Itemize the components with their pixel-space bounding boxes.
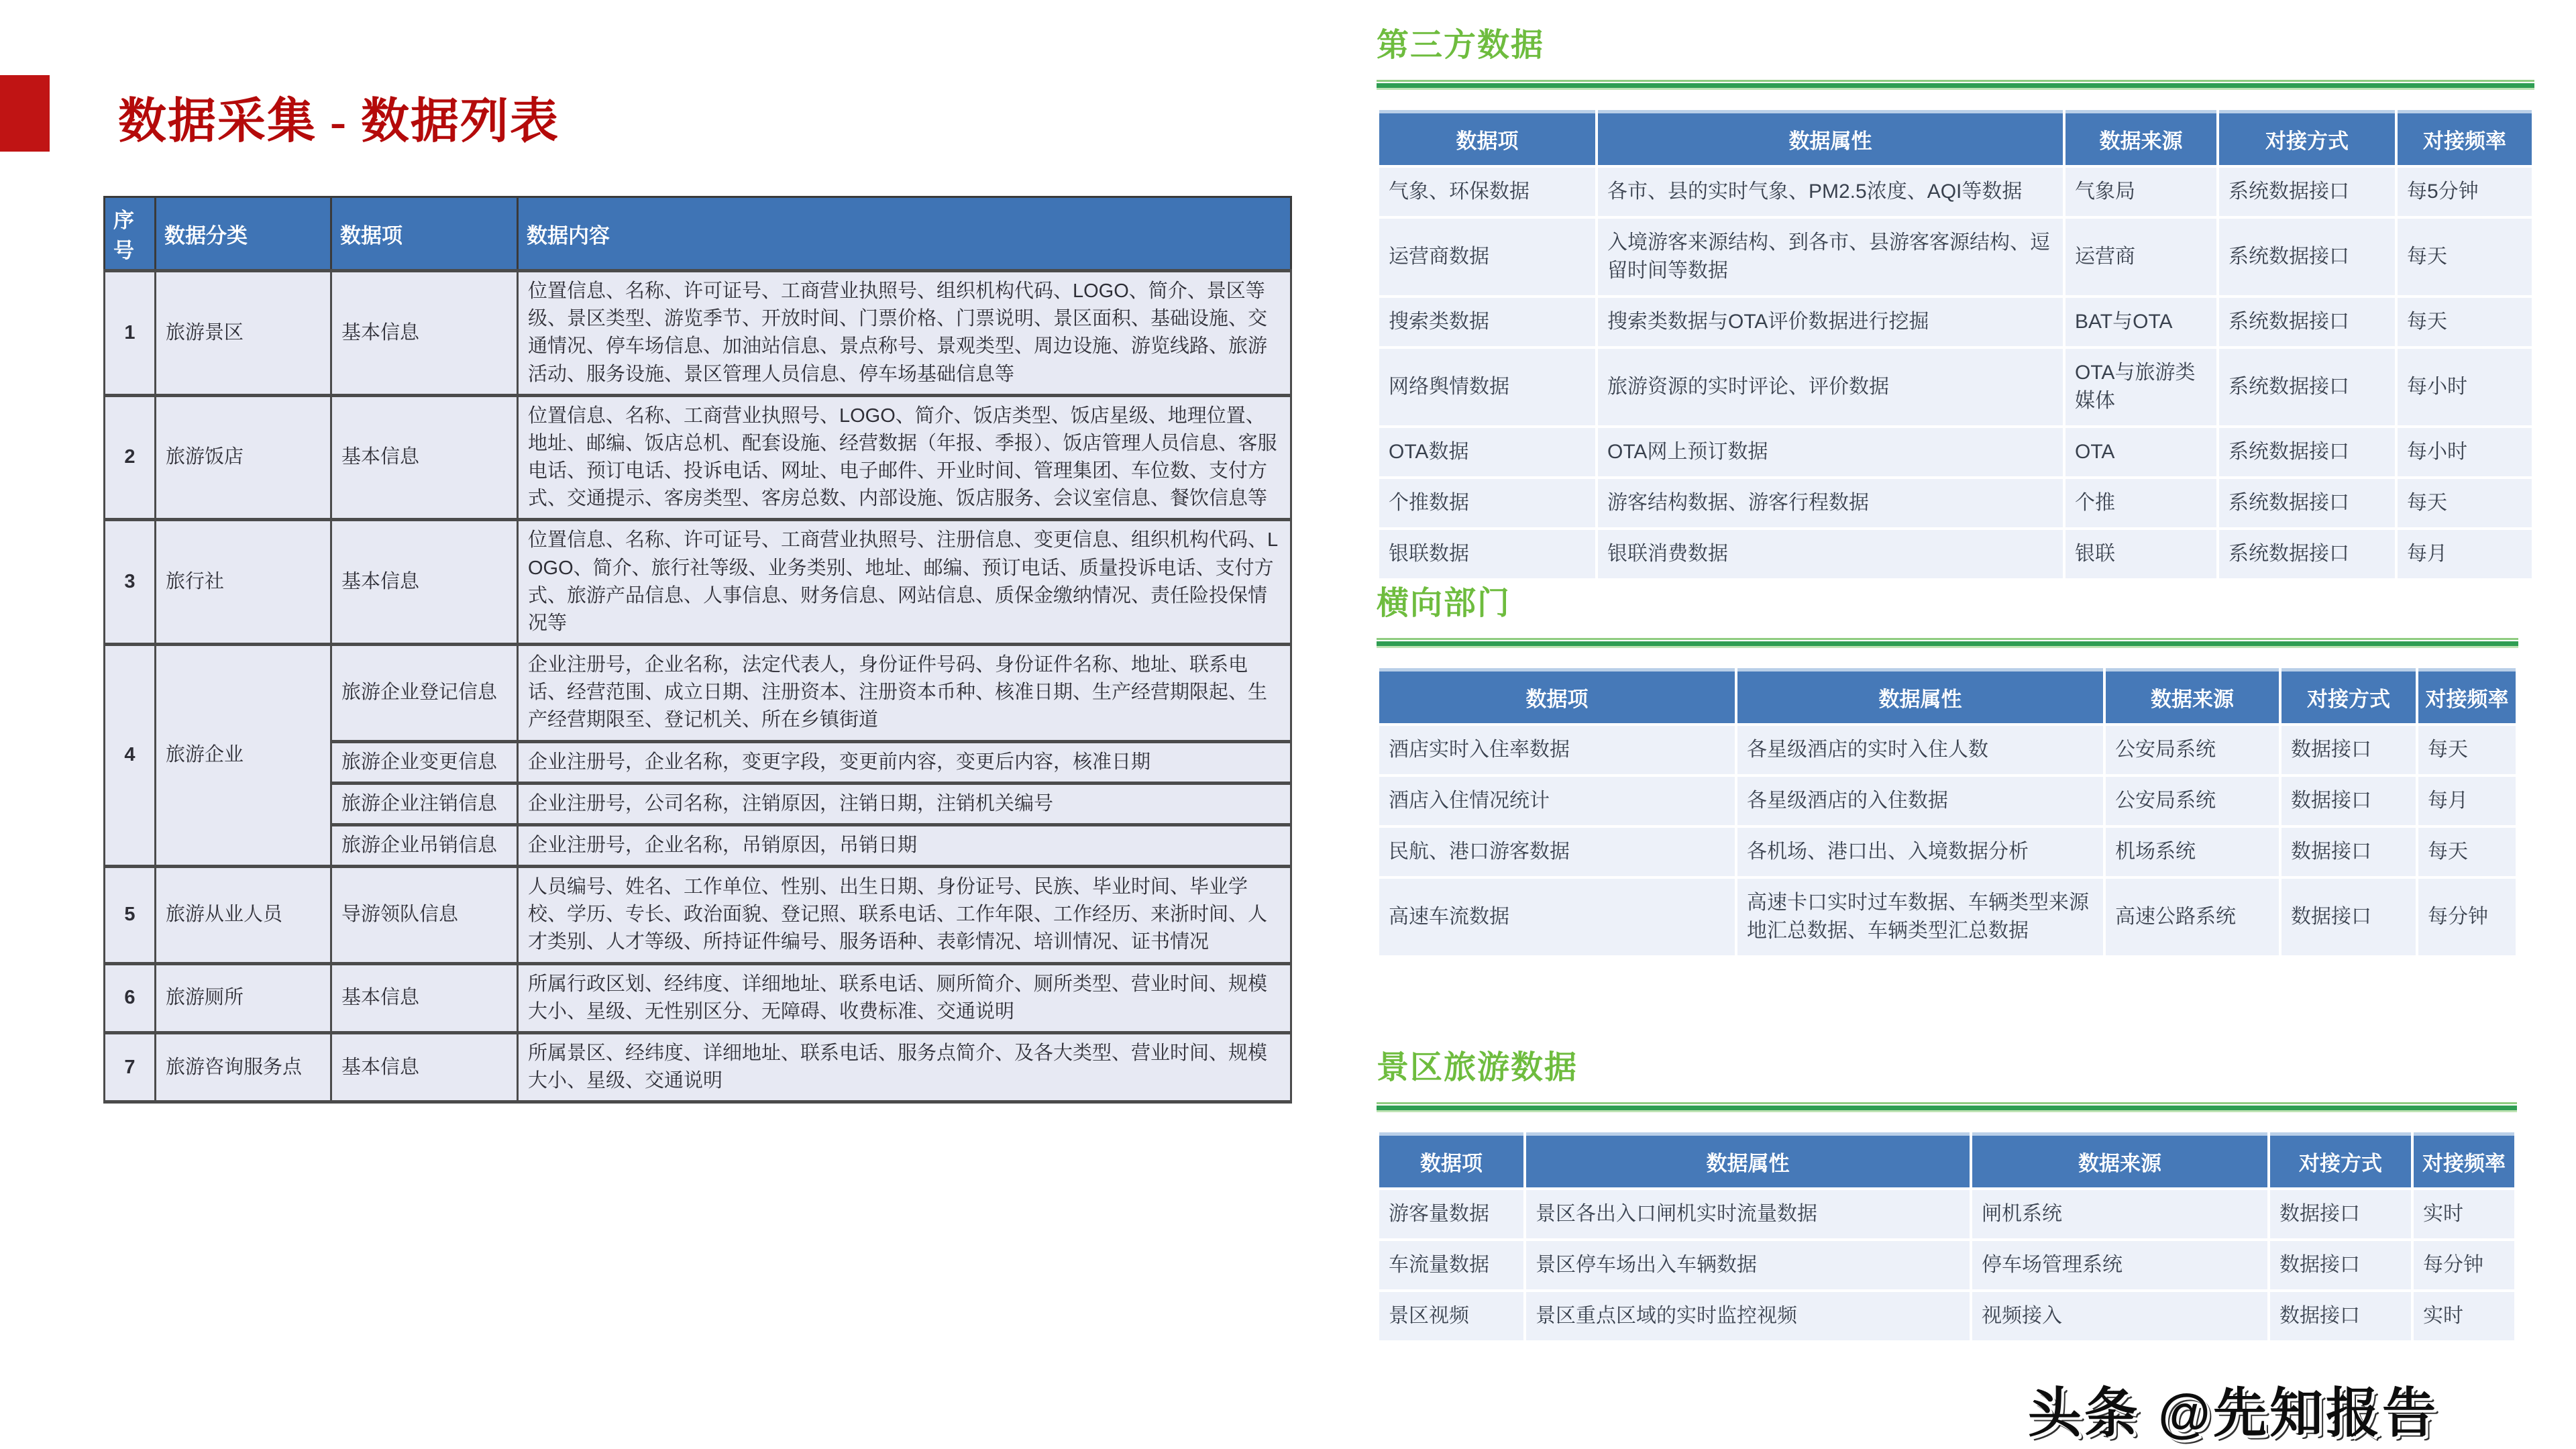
table-cell: 数据接口 (2270, 1190, 2411, 1238)
section-scenic-area-data (1377, 1041, 2517, 1343)
table-cell: 实时 (2414, 1190, 2514, 1238)
section-title: 第三方数据 (1377, 28, 1545, 63)
row-item: 旅游企业吊销信息 (331, 824, 518, 866)
row-category: 旅游厕所 (156, 963, 331, 1032)
table-cell: 系统数据接口 (2219, 219, 2395, 295)
table-cell: 酒店实时入住率数据 (1379, 726, 1735, 774)
red-accent-square (0, 75, 50, 152)
table-header-row (105, 197, 1291, 271)
table-cell: 高速车流数据 (1379, 879, 1735, 955)
table-cell: 各机场、港口出、入境数据分析 (1737, 828, 2103, 876)
table-row (1379, 1292, 2514, 1340)
row-no: 5 (105, 867, 156, 964)
col-header-item: 数据项 (331, 197, 518, 271)
table-cell: 游客量数据 (1379, 1190, 1523, 1238)
data-list-table (103, 196, 1292, 1104)
row-content: 所属景区、经纬度、详细地址、联系电话、服务点简介、及各大类型、营业时间、规模大小、星级、交通说明 (518, 1032, 1291, 1102)
col-header-method: 对接方式 (2219, 110, 2395, 165)
table-cell: OTA (2065, 428, 2216, 476)
table-cell: 系统数据接口 (2219, 168, 2395, 216)
row-item: 旅游企业登记信息 (331, 645, 518, 742)
table-cell: 闸机系统 (1972, 1190, 2267, 1238)
row-content: 位置信息、名称、许可证号、工商营业执照号、组织机构代码、LOGO、简介、景区等级、景区类型、游览季节、开放时间、门票价格、门票说明、景区面积、基础设施、交通情况、停车场信息、加油站信息、景点称号、景观类型、周边设施、游览线路、旅游活动、服务设施、景区管理人员信息、停车场基础信息等 (518, 271, 1291, 396)
row-category: 旅游从业人员 (156, 867, 331, 964)
col-header-frequency: 对接频率 (2414, 1132, 2514, 1187)
col-header-attribute: 数据属性 (1737, 668, 2103, 723)
table-cell: 每小时 (2398, 428, 2532, 476)
col-header-frequency: 对接频率 (2398, 110, 2532, 165)
table-cell: 公安局系统 (2106, 726, 2279, 774)
table-cell: 每天 (2398, 479, 2532, 527)
row-content: 位置信息、名称、许可证号、工商营业执照号、注册信息、变更信息、组织机构代码、LOGO、简介、旅行社等级、业务类别、地址、邮编、预订电话、质量投诉电话、支付方式、旅游产品信息、人事信息、财务信息、网站信息、质保金缴纳情况、责任险投保情况等 (518, 520, 1291, 645)
col-header-category: 数据分类 (156, 197, 331, 271)
table-cell: 个推 (2065, 479, 2216, 527)
table-row (105, 1032, 1291, 1102)
table-cell: 系统数据接口 (2219, 479, 2395, 527)
table-row (1379, 1241, 2514, 1289)
table-cell: BAT与OTA (2065, 298, 2216, 346)
table-row (1379, 777, 2516, 825)
table-row (1379, 428, 2532, 476)
table-row (1379, 726, 2516, 774)
table-cell: 每月 (2398, 530, 2532, 578)
table-cell: 网络舆情数据 (1379, 349, 1595, 425)
table-cell: 系统数据接口 (2219, 298, 2395, 346)
section-horizontal-departments (1377, 577, 2518, 958)
col-header-source: 数据来源 (2106, 668, 2279, 723)
table-cell: 个推数据 (1379, 479, 1595, 527)
table-cell: 数据接口 (2282, 777, 2416, 825)
table-row (105, 867, 1291, 964)
table-cell: 视频接入 (1972, 1292, 2267, 1340)
table-cell: 每5分钟 (2398, 168, 2532, 216)
table-row (1379, 168, 2532, 216)
row-item: 旅游企业注销信息 (331, 783, 518, 824)
table-cell: 入境游客来源结构、到各市、县游客客源结构、逗留时间等数据 (1598, 219, 2063, 295)
table-header-row (1379, 110, 2532, 165)
table-cell: 车流量数据 (1379, 1241, 1523, 1289)
table-row (105, 645, 1291, 742)
table-cell: 景区重点区域的实时监控视频 (1526, 1292, 1970, 1340)
table-cell: 系统数据接口 (2219, 349, 2395, 425)
col-header-frequency: 对接频率 (2418, 668, 2516, 723)
row-category: 旅游景区 (156, 271, 331, 396)
row-no: 1 (105, 271, 156, 396)
table-cell: 机场系统 (2106, 828, 2279, 876)
col-header-method: 对接方式 (2270, 1132, 2411, 1187)
table-row (105, 963, 1291, 1032)
table-cell: 数据接口 (2282, 879, 2416, 955)
table-cell: 停车场管理系统 (1972, 1241, 2267, 1289)
row-content: 位置信息、名称、工商营业执照号、LOGO、简介、饭店类型、饭店星级、地理位置、地址、邮编、饭店总机、配套设施、经营数据（年报、季报）、饭店管理人员信息、客服电话、预订电话、投诉电话、网址、电子邮件、开业时间、管理集团、车位数、支付方式、交通提示、客房类型、客房总数、内部设施、饭店服务、会议室信息、餐饮信息等 (518, 395, 1291, 520)
row-no: 4 (105, 645, 156, 867)
row-item: 基本信息 (331, 395, 518, 520)
section-title: 横向部门 (1377, 586, 1511, 621)
table-cell: 每小时 (2398, 349, 2532, 425)
table-row (1379, 530, 2532, 578)
table-cell: 高速卡口实时过车数据、车辆类型来源地汇总数据、车辆类型汇总数据 (1737, 879, 2103, 955)
row-item: 基本信息 (331, 520, 518, 645)
green-divider (1377, 1102, 2517, 1112)
table-cell: 每天 (2418, 828, 2516, 876)
table-cell: 气象、环保数据 (1379, 168, 1595, 216)
table-cell: 每月 (2418, 777, 2516, 825)
table-cell: 旅游资源的实时评论、评价数据 (1598, 349, 2063, 425)
col-header-source: 数据来源 (1972, 1132, 2267, 1187)
col-header-item: 数据项 (1379, 110, 1595, 165)
green-divider (1377, 638, 2518, 648)
table-cell: 数据接口 (2282, 828, 2416, 876)
table-cell: 各星级酒店的实时入住人数 (1737, 726, 2103, 774)
row-content: 所属行政区划、经纬度、详细地址、联系电话、厕所简介、厕所类型、营业时间、规模大小、星级、无性别区分、无障碍、收费标准、交通说明 (518, 963, 1291, 1032)
table-cell: 搜索类数据 (1379, 298, 1595, 346)
row-category: 旅游企业 (156, 645, 331, 867)
page-title: 数据采集 - 数据列表 (118, 95, 559, 148)
scenic-area-data-table (1377, 1130, 2517, 1343)
col-header-no: 序号 (105, 197, 156, 271)
table-cell: 酒店入住情况统计 (1379, 777, 1735, 825)
section-title: 景区旅游数据 (1377, 1050, 1578, 1085)
section-third-party-data (1377, 19, 2534, 581)
row-item: 基本信息 (331, 1032, 518, 1102)
table-header-row (1379, 668, 2516, 723)
table-cell: 民航、港口游客数据 (1379, 828, 1735, 876)
row-content: 人员编号、姓名、工作单位、性别、出生日期、身份证号、民族、毕业时间、毕业学校、学历、专长、政治面貌、登记照、联系电话、工作年限、工作经历、来浙时间、人才类别、人才等级、所持证件编号、服务语种、表彰情况、培训情况、证书情况 (518, 867, 1291, 964)
table-cell: 搜索类数据与OTA评价数据进行挖掘 (1598, 298, 2063, 346)
col-header-attribute: 数据属性 (1526, 1132, 1970, 1187)
table-row (105, 520, 1291, 645)
table-cell: 运营商数据 (1379, 219, 1595, 295)
table-cell: 数据接口 (2270, 1241, 2411, 1289)
row-content: 企业注册号，企业名称，法定代表人，身份证件号码、身份证件名称、地址、联系电话、经营范围、成立日期、注册资本、注册资本币种、核准日期、生产经营期限起、生产经营期限至、登记机关、所在乡镇街道 (518, 645, 1291, 742)
table-cell: 每分钟 (2418, 879, 2516, 955)
third-party-data-table (1377, 107, 2534, 581)
row-item: 旅游企业变更信息 (331, 741, 518, 783)
row-item: 导游领队信息 (331, 867, 518, 964)
table-cell: 每天 (2418, 726, 2516, 774)
table-header-row (1379, 1132, 2514, 1187)
table-cell: 运营商 (2065, 219, 2216, 295)
table-cell: 每天 (2398, 298, 2532, 346)
table-cell: OTA网上预订数据 (1598, 428, 2063, 476)
table-row (1379, 349, 2532, 425)
table-cell: 系统数据接口 (2219, 530, 2395, 578)
table-cell: 系统数据接口 (2219, 428, 2395, 476)
row-item: 基本信息 (331, 963, 518, 1032)
table-cell: 银联数据 (1379, 530, 1595, 578)
table-row (1379, 828, 2516, 876)
horizontal-departments-table (1377, 665, 2518, 958)
col-header-source: 数据来源 (2065, 110, 2216, 165)
table-row (105, 395, 1291, 520)
row-no: 3 (105, 520, 156, 645)
table-cell: 每分钟 (2414, 1241, 2514, 1289)
row-content: 企业注册号，公司名称，注销原因，注销日期，注销机关编号 (518, 783, 1291, 824)
table-cell: 景区各出入口闸机实时流量数据 (1526, 1190, 1970, 1238)
data-list-table-wrap (103, 196, 1292, 1104)
table-cell: 数据接口 (2270, 1292, 2411, 1340)
row-category: 旅游饭店 (156, 395, 331, 520)
row-category: 旅游咨询服务点 (156, 1032, 331, 1102)
table-cell: OTA与旅游类媒体 (2065, 349, 2216, 425)
row-no: 7 (105, 1032, 156, 1102)
table-row (1379, 479, 2532, 527)
green-divider (1377, 80, 2534, 90)
table-cell: 银联消费数据 (1598, 530, 2063, 578)
table-cell: 公安局系统 (2106, 777, 2279, 825)
table-row (105, 271, 1291, 396)
table-cell: 实时 (2414, 1292, 2514, 1340)
table-cell: 各星级酒店的入住数据 (1737, 777, 2103, 825)
col-header-item: 数据项 (1379, 668, 1735, 723)
row-no: 2 (105, 395, 156, 520)
col-header-content: 数据内容 (518, 197, 1291, 271)
table-cell: 银联 (2065, 530, 2216, 578)
row-category: 旅行社 (156, 520, 331, 645)
table-cell: OTA数据 (1379, 428, 1595, 476)
col-header-item: 数据项 (1379, 1132, 1523, 1187)
table-row (1379, 298, 2532, 346)
row-no: 6 (105, 963, 156, 1032)
row-content: 企业注册号，企业名称，吊销原因，吊销日期 (518, 824, 1291, 866)
table-cell: 数据接口 (2282, 726, 2416, 774)
table-cell: 景区停车场出入车辆数据 (1526, 1241, 1970, 1289)
col-header-attribute: 数据属性 (1598, 110, 2063, 165)
table-row (1379, 1190, 2514, 1238)
table-cell: 气象局 (2065, 168, 2216, 216)
table-cell: 每天 (2398, 219, 2532, 295)
table-cell: 游客结构数据、游客行程数据 (1598, 479, 2063, 527)
table-row (1379, 879, 2516, 955)
table-row (1379, 219, 2532, 295)
watermark: 头条 @先知报告 (2027, 1383, 2438, 1443)
col-header-method: 对接方式 (2282, 668, 2416, 723)
table-cell: 各市、县的实时气象、PM2.5浓度、AQI等数据 (1598, 168, 2063, 216)
row-item: 基本信息 (331, 271, 518, 396)
table-cell: 高速公路系统 (2106, 879, 2279, 955)
table-cell: 景区视频 (1379, 1292, 1523, 1340)
row-content: 企业注册号，企业名称，变更字段，变更前内容，变更后内容，核准日期 (518, 741, 1291, 783)
